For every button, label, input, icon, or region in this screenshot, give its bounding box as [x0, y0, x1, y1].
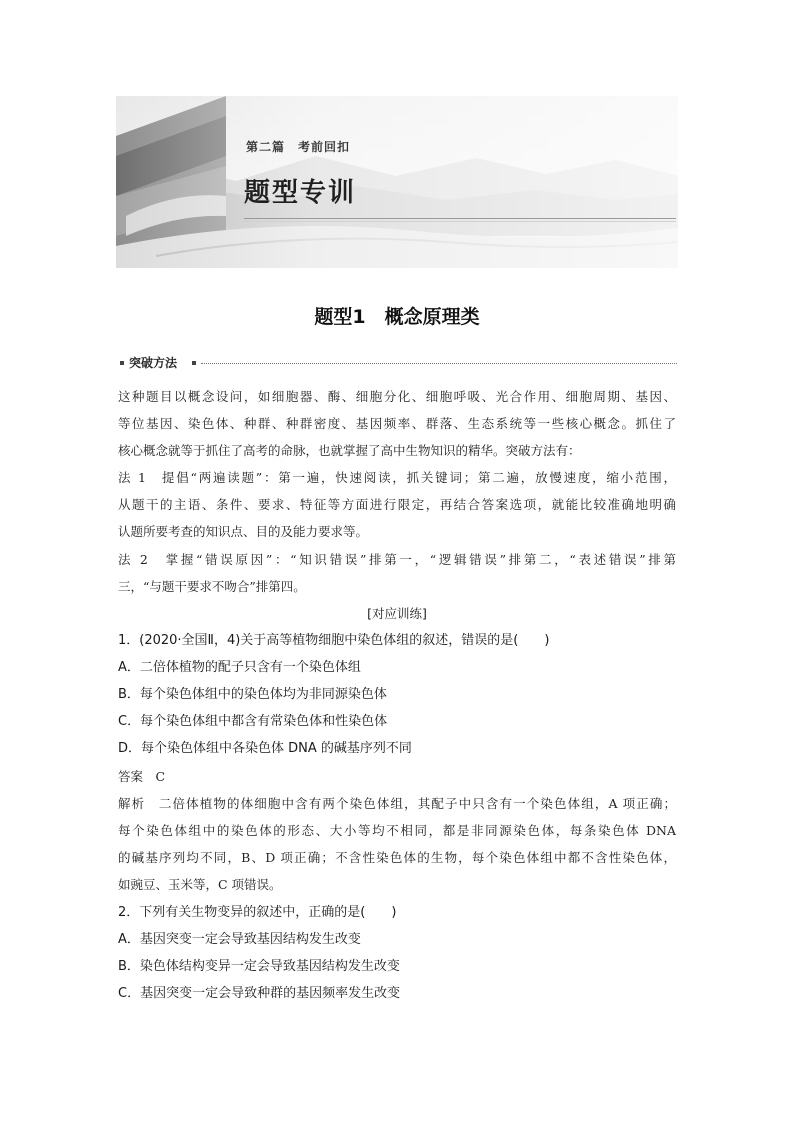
- section-title: 题型1 概念原理类: [314, 306, 480, 328]
- question-1-analysis-line: 如豌豆、玉米等，C 项错误。: [118, 877, 282, 892]
- question-1-analysis-line: 每个染色体组中的染色体的形态、大小等均不相同，都是非同源染色体，每条染色体 DNA: [118, 823, 676, 838]
- question-2-option-a: A．基因突变一定会导致基因结构发生改变: [118, 932, 361, 947]
- method-line: 法 1 提倡“两遍读题”：第一遍，快速阅读，抓关键词；第二遍，放慢速度，缩小范围，: [118, 470, 676, 485]
- banner-divider-secondary: [244, 221, 676, 222]
- header-banner: [116, 96, 678, 268]
- question-1-analysis-line: 解析 二倍体植物的体细胞中含有两个染色体组，其配子中只含有一个染色体组，A 项正确；: [118, 796, 676, 811]
- square-bullet-icon: [120, 361, 124, 365]
- method-line: 核心概念就等于抓住了高考的命脉，也就掌握了高中生物知识的精华。突破方法有：: [118, 443, 581, 458]
- method-line: 等位基因、染色体、种群、种群密度、基因频率、群落、生态系统等一些核心概念。抓住了: [118, 416, 676, 431]
- method-line: 这种题目以概念设问，如细胞器、酶、细胞分化、细胞呼吸、光合作用、细胞周期、基因、: [118, 389, 676, 404]
- banner-title: 题型专训: [244, 178, 357, 208]
- method-line: 法 2 掌握“错误原因”：“知识错误”排第一，“逻辑错误”排第二，“表述错误”排第: [118, 552, 676, 567]
- question-1-stem: 1．(2020·全国Ⅱ，4)关于高等植物细胞中染色体组的叙述，错误的是( ): [118, 633, 550, 648]
- square-bullet-icon: [192, 361, 196, 365]
- question-1-option-c: C．每个染色体组中都含有常染色体和性染色体: [118, 714, 388, 729]
- question-1-option-d: D．每个染色体组中各染色体 DNA 的碱基序列不同: [118, 741, 412, 756]
- question-2-stem: 2．下列有关生物变异的叙述中，正确的是( ): [118, 905, 397, 920]
- dotted-divider: [201, 363, 677, 364]
- question-2-option-c: C．基因突变一定会导致种群的基因频率发生改变: [118, 986, 401, 1001]
- question-1-option-a: A．二倍体植物的配子只含有一个染色体组: [118, 660, 361, 675]
- question-1-option-b: B．每个染色体组中的染色体均为非同源染色体: [118, 687, 387, 702]
- banner-divider: [244, 218, 676, 219]
- training-label: [对应训练]: [367, 606, 427, 621]
- method-line: 三，“与题干要求不吻合”排第四。: [118, 579, 306, 594]
- method-line: 认题所要考查的知识点、目的及能力要求等。: [118, 524, 369, 539]
- question-1-answer: 答案 C: [118, 769, 166, 784]
- method-heading-bar: [117, 354, 677, 372]
- method-heading: 突破方法: [129, 356, 178, 370]
- landscape-banner-image: [116, 96, 678, 268]
- method-line: 从题干的主语、条件、要求、特征等方面进行限定，再结合答案选项，就能比较准确地明确: [118, 497, 676, 512]
- question-1-analysis-line: 的碱基序列均不同，B、D 项正确；不含性染色体的生物，每个染色体组中都不含性染色体，: [118, 850, 676, 865]
- part-label: 第二篇 考前回扣: [246, 140, 351, 154]
- question-2-option-b: B．染色体结构变异一定会导致基因结构发生改变: [118, 959, 400, 974]
